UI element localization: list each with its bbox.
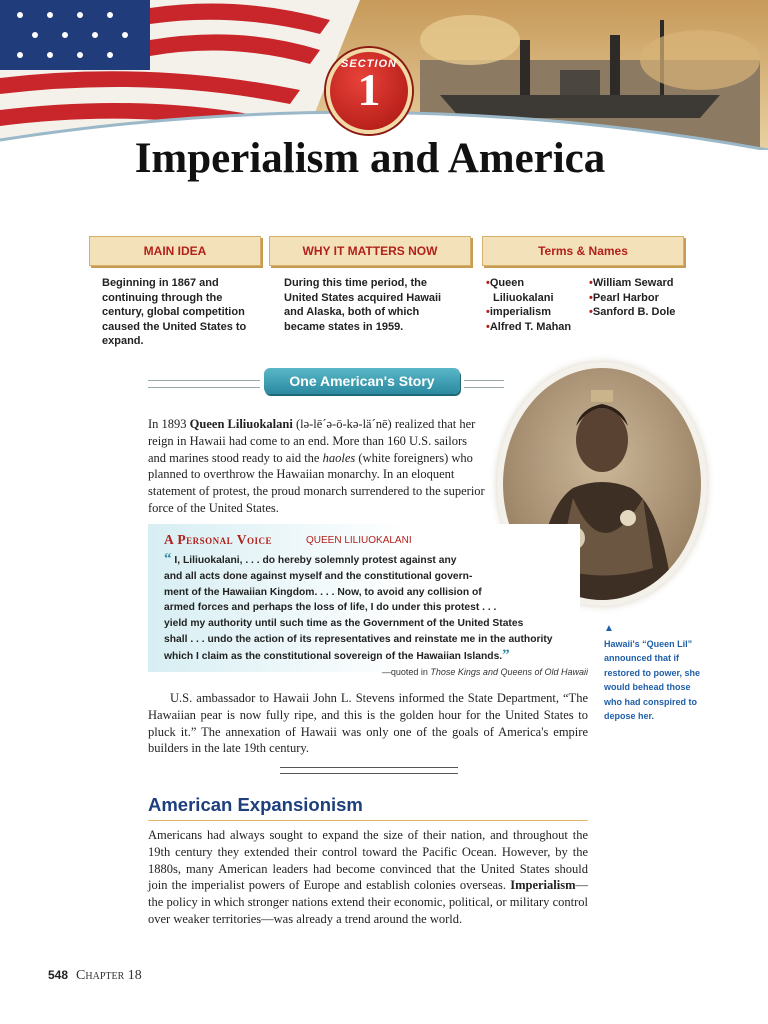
quote-line: yield my authority until such time as the Government of the United States xyxy=(164,618,524,630)
heading-rule xyxy=(148,820,588,821)
quote-line: which I claim as the constitutional sovereign of the Hawaiian Islands.” xyxy=(164,646,510,663)
chapter-label: Chapter 18 xyxy=(76,968,142,983)
triangle-up-icon: ▲ xyxy=(604,623,614,634)
section-divider xyxy=(280,767,458,774)
terms-names-tab: Terms & Names xyxy=(482,236,684,266)
story-rule-right xyxy=(464,380,504,388)
section-badge xyxy=(326,48,412,134)
page-footer xyxy=(48,968,142,984)
section-number: 1 xyxy=(357,64,381,115)
term-item: •Alfred T. Mahan xyxy=(486,320,572,333)
section-heading: American Expansionism xyxy=(148,794,363,815)
term-item: •Pearl Harbor xyxy=(589,291,659,304)
section-label: SECTION xyxy=(341,58,397,70)
main-idea-tab: MAIN IDEA xyxy=(89,236,261,266)
quote-line: “ I, Liliuokalani, . . . do hereby solemnly protest against any xyxy=(164,551,457,567)
terms-list-right xyxy=(589,276,689,320)
portrait-caption: ▲ Hawaii's “Queen Lil” announced that if restored to power, she would behead those who had conspired to depose her. xyxy=(604,622,709,724)
term-item: •Queen Liliuokalani xyxy=(486,277,554,304)
intro-paragraph: In 1893 Queen Liliuokalani (lə-lē´ə-ō-kə-lä´nē) realized that her reign in Hawaii had come to an end. More than 160 U.S. sailors and marines stood ready to aid the haoles (white foreigners) who planned to overthrow the Hawaiian monarchy. In an eloquent statement of protest, the proud monarch surrendered to the superior force of the United States. xyxy=(148,417,485,515)
quote-line: ment of the Hawaiian Kingdom. . . . Now, to avoid any collision of xyxy=(164,586,482,598)
story-rule-left xyxy=(148,380,260,388)
quote-line: armed forces and perhaps the loss of life, I do under this protest . . . xyxy=(164,602,497,614)
story-heading: One American's Story xyxy=(264,368,460,394)
why-it-matters-tab: WHY IT MATTERS NOW xyxy=(269,236,471,266)
term-item: •William Seward xyxy=(589,277,674,289)
term-item: •Sanford B. Dole xyxy=(589,306,676,318)
ambassador-paragraph: U.S. ambassador to Hawaii John L. Stevens informed the State Department, “The Hawaiian pear is now fully ripe, and this is the golden hour for the United States to pluck it.” The annexation of Hawaii was only one of the goals of America's empire builders in the late 19th century. xyxy=(148,691,588,756)
personal-voice-speaker: QUEEN LILIUOKALANI xyxy=(306,535,412,546)
main-idea-text: Beginning in 1867 and continuing through the century, global competition caused the United States to expand. xyxy=(102,277,247,347)
term-item: •imperialism xyxy=(486,306,551,318)
quote-line: and all acts done against myself and the constitutional govern- xyxy=(164,570,473,582)
page-title: Imperialism and America xyxy=(134,135,606,182)
quote-source: —quoted in Those Kings and Queens of Old Hawaii xyxy=(381,667,588,677)
expansionism-paragraph: Americans had always sought to expand the size of their nation, and throughout the 19th century they extended their control toward the Pacific Ocean. However, by the 1880s, many American leaders had become convinced that the United States should join the imperialist powers of Europe and establish colonies overseas. Imperialism—the policy in which stronger nations extend their economic, political, or military control over weaker territories—was already a trend around the world. xyxy=(148,828,588,926)
quote-line: shall . . . undo the action of its representatives and reinstate me in the authority xyxy=(164,633,553,645)
personal-voice-heading: A Personal Voice xyxy=(164,532,273,547)
terms-list-left xyxy=(486,276,586,334)
personal-voice-quote xyxy=(164,552,584,665)
why-it-matters-text: During this time period, the United States acquired Hawaii and Alaska, both of which became states in 1959. xyxy=(284,277,442,333)
page-number: 548 xyxy=(48,968,69,982)
